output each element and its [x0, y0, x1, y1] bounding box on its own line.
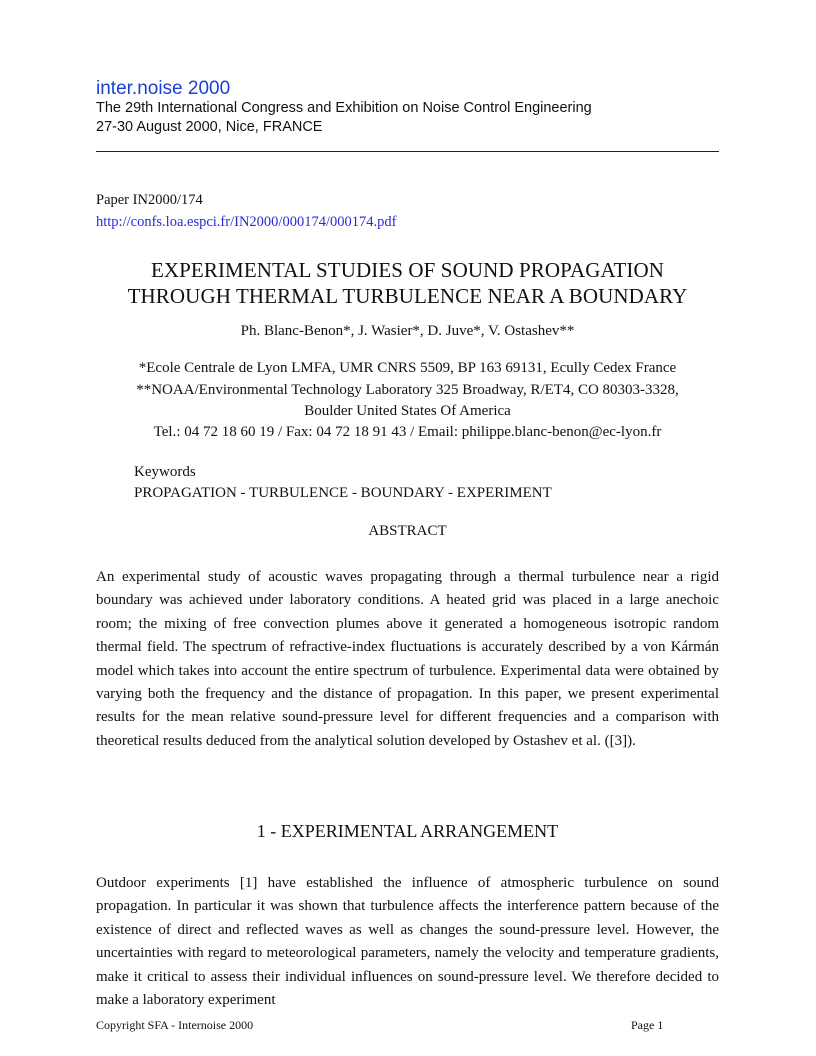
abstract-text: An experimental study of acoustic waves propagating through a thermal turbulence near a rigid boundary was achieved under laboratory conditions. A heated grid was placed in a large anechoic room; the mixing of free convection plumes above it generated a homogeneous isotropic random thermal field. The spectrum of refractive-index fluctuations is accurately described by a von Kármán model which takes into account the entire spectrum of turbulence. Experimental data were obtained by varying both the frequency and the distance of propagation. In this paper, we present experimental results for the mean relative sound-pressure level for different frequencies and a comparison with theoretical results deduced from the analytical solution developed by Ostashev et al. ([3]).	[96, 569, 719, 749]
header-divider	[96, 151, 719, 152]
keywords-label: Keywords	[134, 464, 196, 480]
affiliation-line: **NOAA/Environmental Technology Laboratory 325 Broadway, R/ET4, CO 80303-3328,	[136, 382, 679, 398]
paper-title-line-1: EXPERIMENTAL STUDIES OF SOUND PROPAGATION	[150, 258, 665, 282]
affiliation-line: Boulder United States Of America	[304, 403, 511, 419]
paper-title-line-2: THROUGH THERMAL TURBULENCE NEAR A BOUNDARY	[127, 284, 688, 308]
paper-id: Paper IN2000/174	[96, 192, 203, 208]
section-body-text: Outdoor experiments [1] have established the influence of atmospheric turbulence on sound propagation. In particular it was shown that turbulence affects the interference pattern because of the existence of direct and reflected waves as well as changes the sound-pressure level. However, the uncertainties with regard to meteorological parameters, namely the velocity and temperature gradients, make it critical to assess their individual influences on sound-pressure level. We therefore decided to make a laboratory experiment	[96, 875, 719, 1009]
abstract-heading: ABSTRACT	[368, 523, 447, 539]
contact-line: Tel.: 04 72 18 60 19 / Fax: 04 72 18 91 43 / Email: philippe.blanc-benon@ec-lyon.fr	[153, 424, 662, 440]
keywords-values: PROPAGATION - TURBULENCE - BOUNDARY - EXPERIMENT	[134, 485, 552, 501]
conference-dates: 27-30 August 2000, Nice, FRANCE	[96, 119, 323, 135]
conference-subtitle: The 29th International Congress and Exhibition on Noise Control Engineering	[96, 100, 592, 116]
footer-page-number: Page 1	[631, 1018, 664, 1032]
authors: Ph. Blanc-Benon*, J. Wasier*, D. Juve*, V. Ostashev**	[240, 323, 575, 339]
affiliation-line: *Ecole Centrale de Lyon LMFA, UMR CNRS 5509, BP 163 69131, Ecully Cedex France	[138, 360, 677, 376]
conference-title: inter.noise 2000	[96, 78, 231, 99]
paper-url-link[interactable]: http://confs.loa.espci.fr/IN2000/000174/000174.pdf	[96, 214, 397, 230]
section-heading: 1 - EXPERIMENTAL ARRANGEMENT	[256, 821, 559, 841]
footer-copyright: Copyright SFA - Internoise 2000	[96, 1018, 254, 1032]
